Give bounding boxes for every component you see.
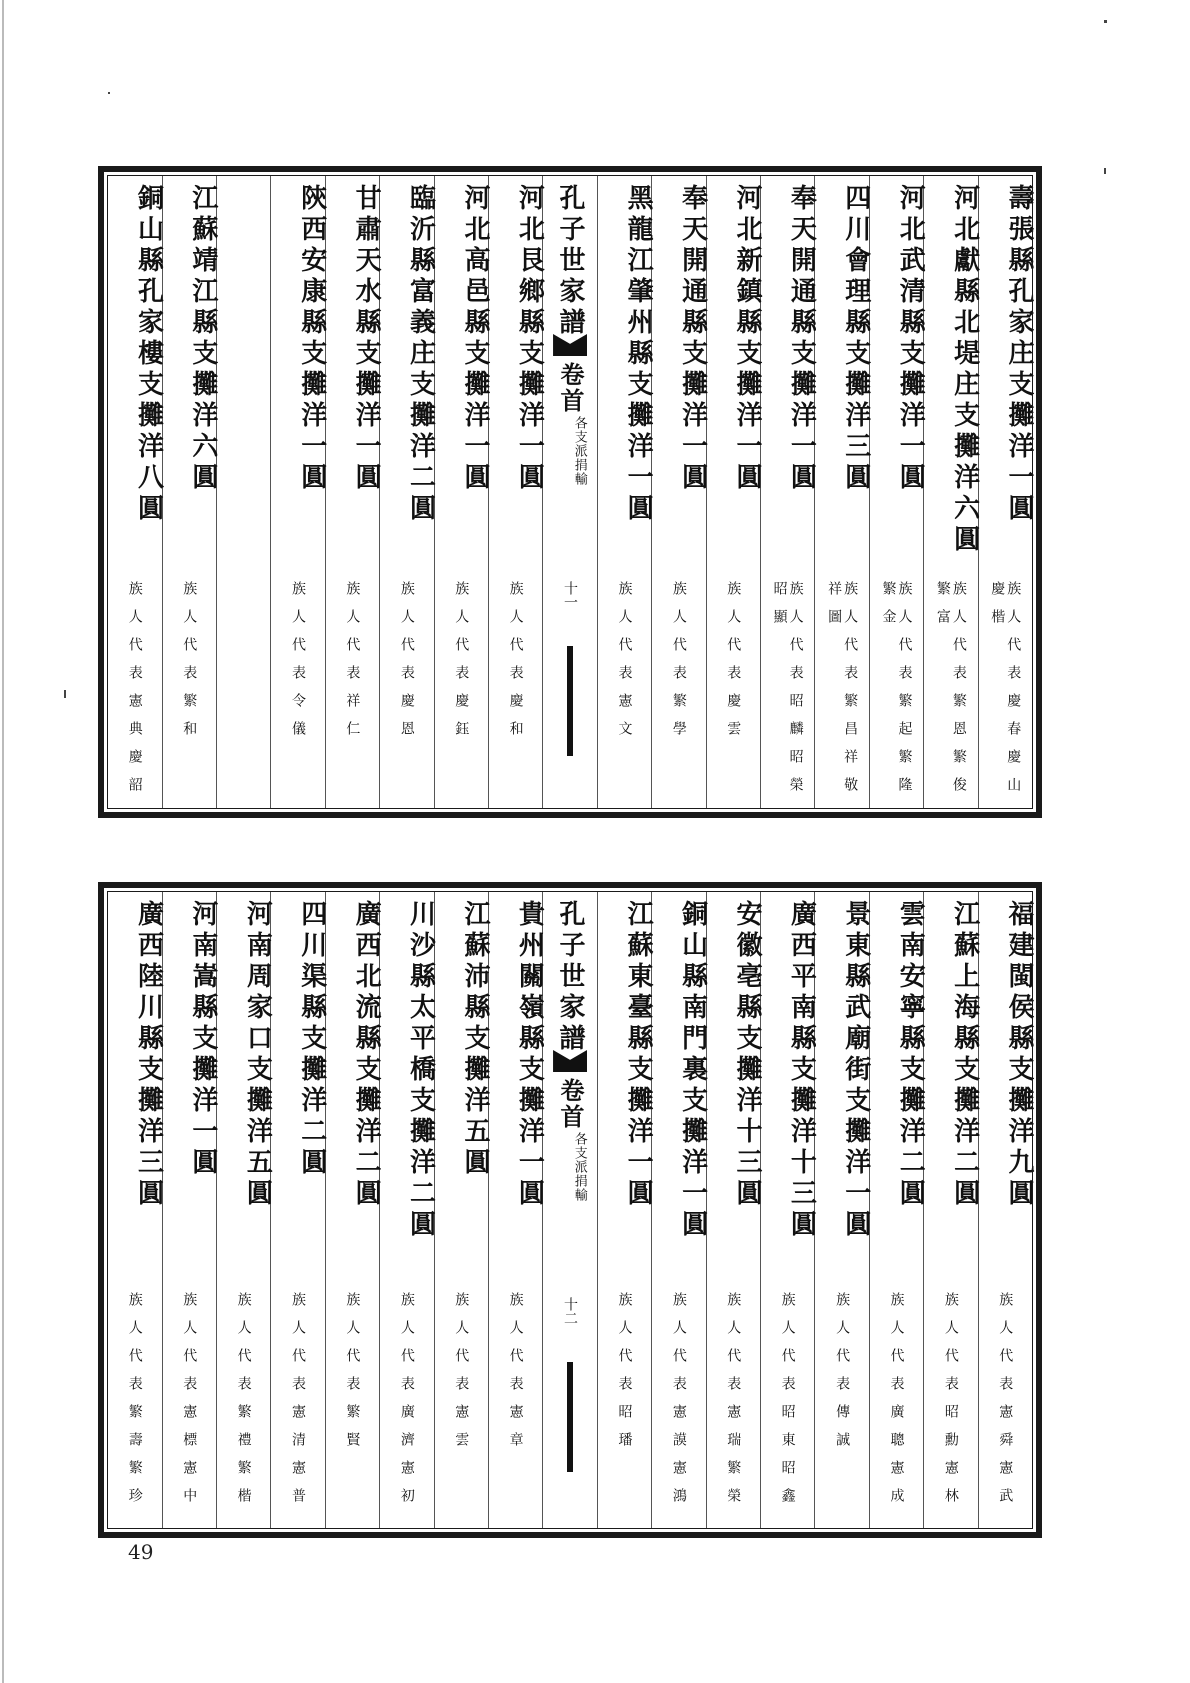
representative-line: 族人代表繁禮繁楷 xyxy=(235,1292,252,1516)
representative-block xyxy=(924,1292,977,1522)
representative-block xyxy=(489,1292,542,1522)
representative-line: 族人代表慶雲 xyxy=(725,581,742,749)
donation-column xyxy=(706,176,760,808)
section-label: 各支派捐輸 xyxy=(571,1132,587,1202)
representative-block xyxy=(326,581,379,811)
donation-column xyxy=(108,176,164,808)
center-fold xyxy=(543,892,596,1528)
representative-line: 族人代表廣濟憲初 xyxy=(398,1292,415,1516)
representative-line: 族人代表憲文 xyxy=(616,581,633,749)
donation-column xyxy=(597,892,654,1528)
donation-entry: 河北艮鄉縣支攤洋一圓 xyxy=(514,184,545,494)
representative-line: 族人代表昭勳憲林 xyxy=(942,1292,959,1516)
donation-entry: 江蘇東臺縣支攤洋一圓 xyxy=(623,900,654,1210)
representative-block xyxy=(271,1292,324,1522)
donation-entry: 奉天開通縣支攤洋一圓 xyxy=(677,184,708,494)
representative-block xyxy=(761,581,814,811)
folio-number: 十一 xyxy=(562,581,579,609)
representative-block xyxy=(271,581,324,811)
representative-block xyxy=(979,1292,1032,1522)
donation-column xyxy=(325,176,382,808)
donation-column xyxy=(869,176,926,808)
donation-column xyxy=(978,176,1032,808)
representative-block xyxy=(652,581,705,811)
donation-column xyxy=(488,892,545,1528)
representative-line: 族人代表傳誠 xyxy=(834,1292,851,1460)
donation-column xyxy=(270,892,327,1528)
representative-block xyxy=(380,581,433,811)
bottom-register-panel xyxy=(98,882,1042,1538)
representative-line: 族人代表昭東昭鑫 xyxy=(779,1292,796,1516)
representative-block xyxy=(163,581,216,811)
representative-line: 族人代表憲瑞繁榮 xyxy=(725,1292,742,1516)
representative-block xyxy=(924,581,977,811)
representative-line: 慶楷 xyxy=(989,581,1006,637)
bottom-columns xyxy=(108,892,1032,1528)
donation-column xyxy=(651,892,708,1528)
center-fold xyxy=(543,176,596,808)
representative-line: 族人代表祥仁 xyxy=(344,581,361,749)
representative-line: 族人代表憲章 xyxy=(507,1292,524,1460)
representative-line: 繁富 xyxy=(934,581,951,637)
donation-entry: 銅山縣南門裏支攤洋一圓 xyxy=(677,900,708,1241)
representative-block xyxy=(870,581,923,811)
donation-column xyxy=(923,176,980,808)
representative-line: 族人代表憲清憲普 xyxy=(290,1292,307,1516)
donation-column xyxy=(760,892,817,1528)
donation-column xyxy=(923,892,980,1528)
representative-line: 族人代表昭璠 xyxy=(616,1292,633,1460)
donation-column xyxy=(434,892,488,1528)
donation-entry: 河南周家口支攤洋五圓 xyxy=(242,900,273,1210)
representative-block xyxy=(217,1292,270,1522)
donation-entry: 江蘇靖江縣支攤洋六圓 xyxy=(187,184,218,494)
donation-column xyxy=(814,176,871,808)
representative-block xyxy=(489,581,542,811)
representative-block xyxy=(598,1292,651,1522)
donation-entry: 四川渠縣支攤洋二圓 xyxy=(296,900,327,1179)
center-fold-column xyxy=(542,176,596,808)
representative-block xyxy=(217,581,270,811)
donation-column xyxy=(869,892,926,1528)
representative-line: 族人代表繁賢 xyxy=(344,1292,361,1460)
donation-entry: 奉天開通縣支攤洋一圓 xyxy=(786,184,817,494)
top-register-panel xyxy=(98,166,1042,818)
representative-block xyxy=(815,581,868,811)
representative-line: 族人代表令儀 xyxy=(290,581,307,749)
representative-line: 祥圖 xyxy=(826,581,843,637)
donation-column xyxy=(216,176,270,808)
donation-entry: 黑龍江肇州縣支攤洋一圓 xyxy=(623,184,654,525)
donation-column xyxy=(651,176,708,808)
representative-block xyxy=(435,1292,488,1522)
donation-entry: 江蘇上海縣支攤洋二圓 xyxy=(949,900,980,1210)
donation-entry: 陝西安康縣支攤洋一圓 xyxy=(296,184,327,494)
volume-label: 卷首 xyxy=(556,1078,586,1130)
donation-entry: 安徽亳縣支攤洋十三圓 xyxy=(731,900,762,1210)
representative-line: 族人代表慶春慶山 xyxy=(1005,581,1022,805)
representative-line: 族人代表昭麟昭榮 xyxy=(787,581,804,805)
donation-column xyxy=(216,892,273,1528)
representative-block xyxy=(652,1292,705,1522)
representative-line: 族人代表廣聰憲成 xyxy=(888,1292,905,1516)
volume-label: 卷首 xyxy=(556,362,586,414)
scan-edge-line xyxy=(2,0,4,1683)
representative-block xyxy=(108,1292,161,1522)
donation-entry: 河北高邑縣支攤洋一圓 xyxy=(459,184,490,494)
donation-entry: 廣西平南縣支攤洋十三圓 xyxy=(786,900,817,1241)
representative-block xyxy=(707,581,760,811)
donation-entry: 四川會理縣支攤洋三圓 xyxy=(840,184,871,494)
representative-line: 族人代表繁和 xyxy=(181,581,198,749)
donation-entry: 臨沂縣富義庄支攤洋二圓 xyxy=(405,184,436,525)
representative-line: 族人代表繁學 xyxy=(670,581,687,749)
donation-entry: 川沙縣太平橋支攤洋二圓 xyxy=(405,900,436,1241)
donation-column xyxy=(706,892,760,1528)
representative-block xyxy=(598,581,651,811)
donation-column xyxy=(488,176,545,808)
donation-entry: 福建閩侯縣支攤洋九圓 xyxy=(1004,900,1034,1210)
donation-column xyxy=(379,176,436,808)
representative-line: 族人代表憲典慶韶 xyxy=(126,581,143,805)
representative-line: 族人代表繁昌祥敬 xyxy=(842,581,859,805)
representative-block xyxy=(761,1292,814,1522)
donation-entry: 雲南安寧縣支攤洋二圓 xyxy=(895,900,926,1210)
donation-entry: 河北武清縣支攤洋一圓 xyxy=(895,184,926,494)
donation-entry: 貴州關嶺縣支攤洋一圓 xyxy=(514,900,545,1210)
donation-entry: 河北獻縣北堤庄支攤洋六圓 xyxy=(949,184,980,556)
representative-line: 族人代表慶和 xyxy=(507,581,524,749)
book-title: 孔子世家譜 xyxy=(555,900,586,1055)
scan-speck xyxy=(108,92,110,94)
center-fold-column xyxy=(542,892,596,1528)
donation-entry: 銅山縣孔家樓支攤洋八圓 xyxy=(133,184,164,525)
donation-column xyxy=(325,892,382,1528)
scan-speck xyxy=(1104,20,1107,23)
representative-line: 昭顯 xyxy=(771,581,788,637)
donation-entry: 景東縣武廟街支攤洋一圓 xyxy=(840,900,871,1241)
representative-block xyxy=(380,1292,433,1522)
representative-block xyxy=(870,1292,923,1522)
donation-entry: 河北新鎮縣支攤洋一圓 xyxy=(731,184,762,494)
representative-block xyxy=(815,1292,868,1522)
center-bar-mark xyxy=(567,646,573,756)
center-bar-mark xyxy=(567,1362,573,1472)
representative-block xyxy=(707,1292,760,1522)
representative-line: 繁金 xyxy=(880,581,897,637)
representative-block xyxy=(163,1292,216,1522)
donation-entry: 甘肅天水縣支攤洋一圓 xyxy=(351,184,382,494)
donation-column xyxy=(162,176,216,808)
representative-line: 族人代表繁起繁隆 xyxy=(896,581,913,805)
representative-block xyxy=(435,581,488,811)
representative-block xyxy=(326,1292,379,1522)
representative-block xyxy=(979,581,1032,811)
donation-column xyxy=(978,892,1032,1528)
donation-column xyxy=(434,176,488,808)
section-label: 各支派捐輸 xyxy=(571,416,587,486)
scan-speck xyxy=(1104,168,1106,174)
donation-column xyxy=(379,892,436,1528)
donation-entry: 廣西陸川縣支攤洋三圓 xyxy=(133,900,164,1210)
donation-entry: 河南嵩縣支攤洋一圓 xyxy=(187,900,218,1179)
scan-speck xyxy=(64,690,66,698)
donation-entry: 江蘇沛縣支攤洋五圓 xyxy=(459,900,490,1179)
representative-line: 族人代表憲舜憲武 xyxy=(997,1292,1014,1516)
donation-column xyxy=(597,176,654,808)
representative-line: 族人代表憲標憲中 xyxy=(181,1292,198,1516)
donation-column xyxy=(814,892,871,1528)
representative-block xyxy=(108,581,161,811)
donation-column xyxy=(162,892,216,1528)
representative-line: 族人代表慶鈺 xyxy=(453,581,470,749)
donation-column xyxy=(108,892,164,1528)
representative-line: 族人代表繁壽繁珍 xyxy=(126,1292,143,1516)
representative-line: 族人代表憲雲 xyxy=(453,1292,470,1460)
book-title: 孔子世家譜 xyxy=(555,184,586,339)
donation-entry: 壽張縣孔家庄支攤洋一圓 xyxy=(1004,184,1034,525)
folio-number: 十二 xyxy=(562,1297,579,1325)
page-number: 49 xyxy=(128,1540,154,1564)
donation-column xyxy=(270,176,327,808)
donation-entry: 廣西北流縣支攤洋二圓 xyxy=(351,900,382,1210)
representative-line: 族人代表繁恩繁俊 xyxy=(950,581,967,805)
representative-line: 族人代表憲謨憲鴻 xyxy=(670,1292,687,1516)
top-columns xyxy=(108,176,1032,808)
representative-line: 族人代表慶恩 xyxy=(398,581,415,749)
donation-column xyxy=(760,176,817,808)
